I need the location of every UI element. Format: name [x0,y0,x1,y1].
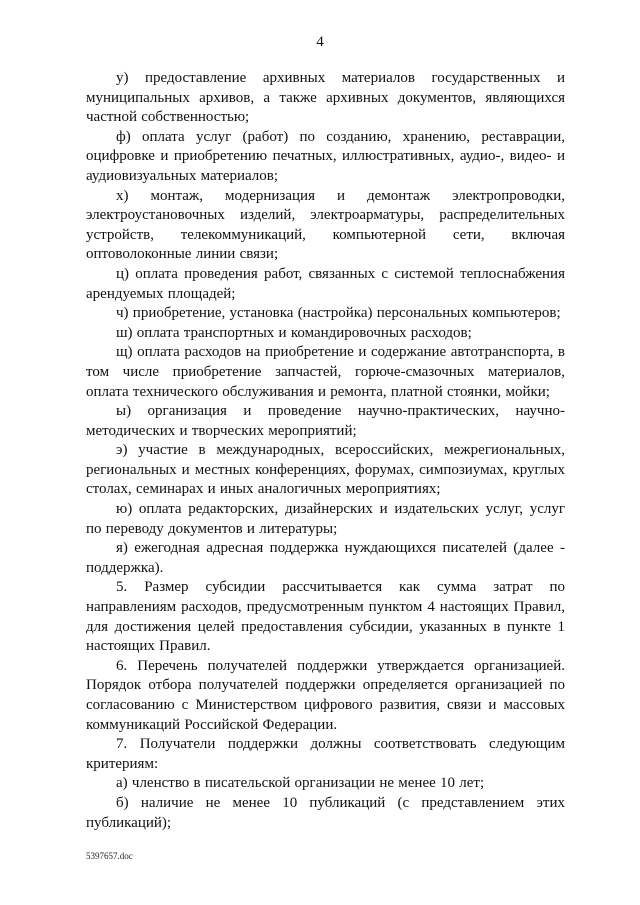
paragraph-item-y: ы) организация и проведение научно-практических, научно-методических и творческих мероприятий; [86,403,565,439]
paragraph-criterion-b: б) наличие не менее 10 публикаций (с представлением этих публикаций); [86,794,565,831]
paragraph-item-shch: щ) оплата расходов на приобретение и содержание автотранспорта, в том числе приобретение запчастей, горюче-смазочных материалов, оплата технического обслуживания и ремонта, платной стоянки, мойки; [86,344,565,400]
paragraph-clause-6: 6. Перечень получателей поддержки утверждается организацией. Порядок отбора получателей поддержки определяется организацией по согласованию с Министерством цифрового развития, связи и массовых коммуникаций Российской Федерации. [86,657,565,733]
paragraph-clause-7: 7. Получатели поддержки должны соответствовать следующим критериям: [86,736,565,772]
paragraph-item-u: у) предоставление архивных материалов государственных и муниципальных архивов, а также архивных документов, являющихся частной собственностью; [86,70,565,126]
paragraph-item-f: ф) оплата услуг (работ) по созданию, хранению, реставрации, оцифровке и приобретению печатных, иллюстративных, аудио-, видео- и аудиовизуальных материалов; [86,128,565,184]
paragraph-item-kh: х) монтаж, модернизация и демонтаж электропроводки, электроустановочных изделий, электроарматуры, распределительных устройств, телекоммуникаций, компьютерной сети, включая оптоволоконные линии связи; [86,187,565,263]
document-body [86,69,565,833]
paragraph-item-ch: ч) приобретение, установка (настройка) персональных компьютеров; [116,305,561,322]
paragraph-clause-5: 5. Размер субсидии рассчитывается как сумма затрат по направлениям расходов, предусмотренным пунктом 4 настоящих Правил, для достижения целей предоставления субсидии, указанных в пункте 1 настоящих Правил. [86,579,565,655]
paragraph-item-ya: я) ежегодная адресная поддержка нуждающихся писателей (далее - поддержка). [86,540,565,576]
paragraph-item-ts: ц) оплата проведения работ, связанных с системой теплоснабжения арендуемых площадей; [86,265,565,302]
paragraph-item-sh: ш) оплата транспортных и командировочных расходов; [116,324,472,341]
paragraph-item-e: э) участие в международных, всероссийских, межрегиональных, региональных и местных конференциях, форумах, симпозиумах, круглых столах, семинарах и иных аналогичных мероприятиях; [86,442,565,498]
paragraph-criterion-a: а) членство в писательской организации не менее 10 лет; [116,775,485,792]
paragraph-item-yu: ю) оплата редакторских, дизайнерских и издательских услуг, услуг по переводу документов и литературы; [86,501,565,537]
page-number: 4 [316,34,324,50]
document-file-reference: 5397657.doc [86,851,133,861]
